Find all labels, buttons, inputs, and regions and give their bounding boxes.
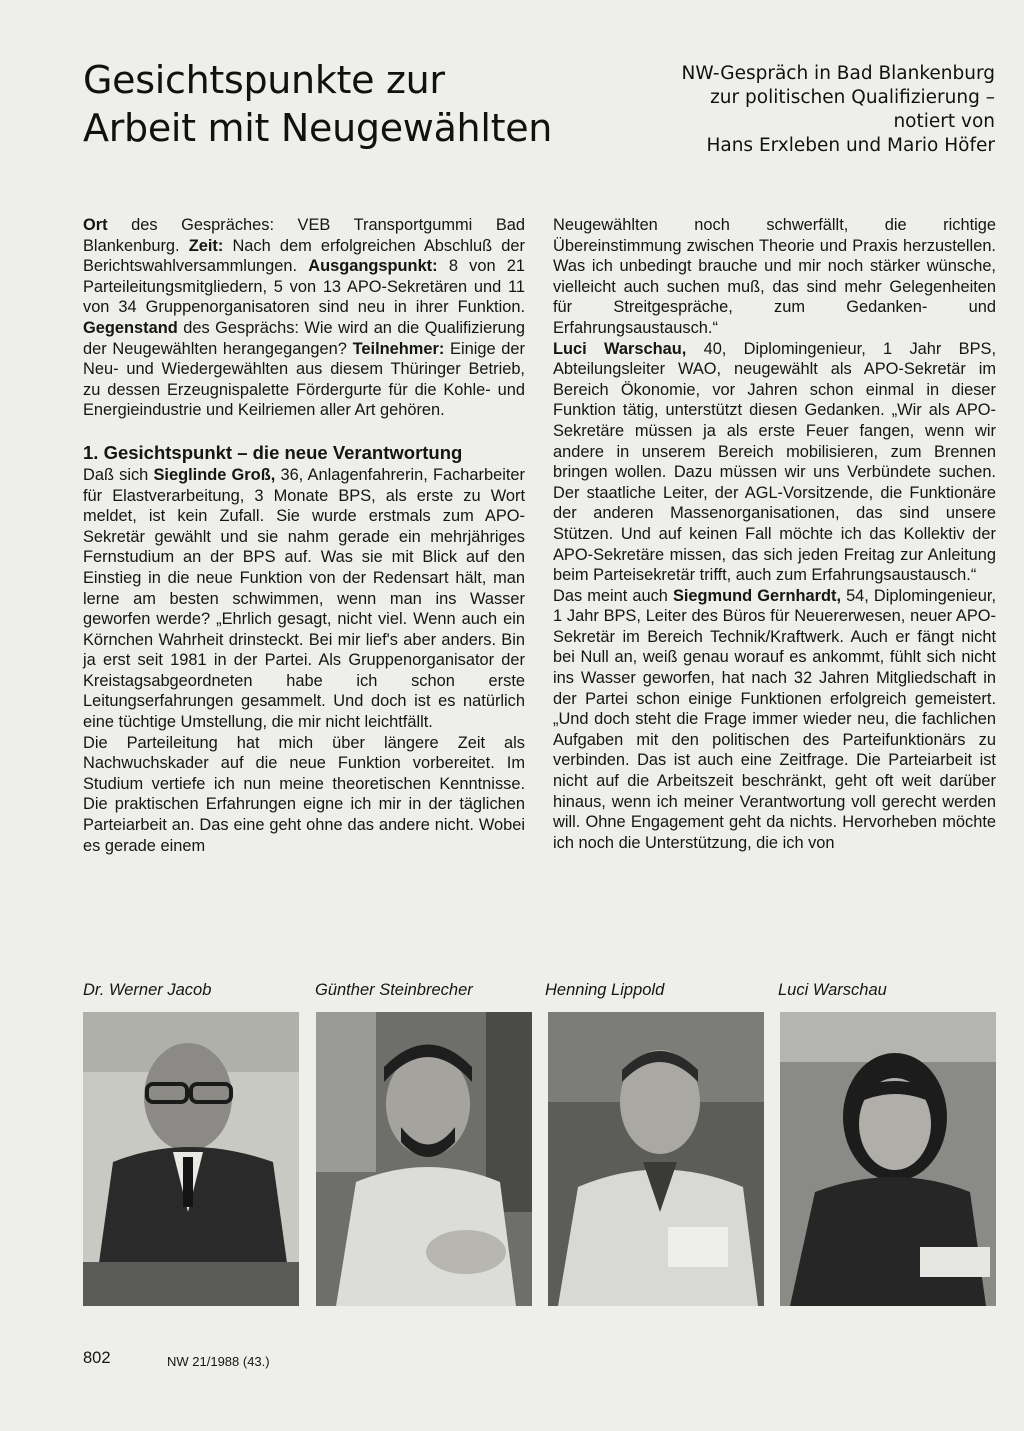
caption-3: Henning Lippold [545, 981, 665, 999]
text-zeit: Nach dem erfolgreichen Abschluß der Berichtswahlversammlungen. [83, 236, 525, 276]
speaker-name: Sieglinde Groß, [153, 465, 276, 484]
article-title [83, 56, 603, 152]
text-run: 36, Anlagenfahrerin, Facharbeiter für Elastverarbeitung, 3 Monate BPS, als erste zu Wort meldet, ist kein Zufall. Sie wurde erstmals zum APO-Sekretär gewählt und sie nahm gerade ein mehrjähriges Fernstudium an der BPS auf. Was sie mit Blick auf den Einstieg in die neue Funktion von der Redensart hält, man lerne am besten schwimmen, wenn man ins Wasser geworfen werde? „Ehrlich gesagt, nicht viel. Wenn auch ein Körnchen Wahrheit drinsteckt. Bei mir lief's aber anders. Bin ja erst seit 1981 in der Partei. Als Gruppenorganisator der Kreistagsabgeordneten habe ich schon erste Leitungserfahrungen gesammelt. Und doch ist es natürlich eine tüchtige Umstellung, die mir nicht leichtfällt. [83, 465, 525, 732]
label-ausgangspunkt: Ausgangspunkt: [308, 257, 438, 276]
text-ausgangspunkt: 8 von 21 Parteileitungsmitgliedern, 5 von 13 APO-Sekretären und 11 von 34 Gruppenorganisatoren sind neu in ihrer Funktion. [83, 257, 526, 317]
portrait-photo-4 [780, 1012, 996, 1306]
text-run: 54, Diplomingenieur, 1 Jahr BPS, Leiter des Büros für Neuererwesen, neuer APO-Sekretär im Bereich Technik/Kraftwerk. Auch er fängt nicht bei Null an, weiß genau worauf es ankommt, fühlt sich nicht ins Wasser geworfen, hat nach 32 Jahren Mitgliedschaft in der Partei schon einige Funktionen erfolgreich gemeistert. „Und doch steht die Frage immer wieder neu, die fachlichen Aufgaben mit den politischen des Parteifunktionärs zu verbinden. Das ist auch eine Zeitfrage. Die Parteiarbeit ist nicht auf die Arbeitszeit beschränkt, geht oft weit darüber hinaus, wenn ich meiner Verantwortung voll gerecht werden will. Ohne Engagement geht da nichts. Hervorheben möchte ich noch die Unterstützung, die ich von [553, 586, 996, 852]
portrait-illustration [316, 1012, 532, 1306]
label-ort: Ort [83, 216, 108, 234]
body-paragraph: Die Parteileitung hat mich über längere Zeit als Nachwuchskader auf die neue Funktion vorbereitet. Im Studium vertiefe ich nun meine theoretischen Kenntnisse. Die praktischen Erfahrungen eigne ich mir in der täglichen Parteiarbeit an. Das eine geht ohne das andere nicht. Wobei es gerade einem [83, 733, 525, 855]
subtitle-line-1: NW-Gespräch in Bad Blankenburg [681, 63, 995, 84]
text-run: Daß sich [83, 465, 154, 484]
label-teilnehmer: Teilnehmer: [352, 339, 445, 358]
right-column [553, 215, 996, 853]
subtitle-line-3: notiert von [893, 111, 995, 132]
page-number: 802 [83, 1349, 111, 1367]
caption-4: Luci Warschau [778, 981, 887, 999]
speaker-name: Siegmund Gernhardt, [672, 586, 842, 605]
portrait-photo-1 [83, 1012, 299, 1306]
speaker-name: Luci Warschau, [553, 339, 687, 358]
section-heading: 1. Gesichtspunkt – die neue Verantwortung [83, 441, 463, 463]
left-column [83, 215, 525, 856]
portrait-photo-3 [548, 1012, 764, 1306]
body-paragraph [553, 339, 996, 586]
article-subtitle [595, 62, 995, 158]
subtitle-line-2: zur politischen Qualifizierung – [710, 87, 995, 108]
portrait-illustration [548, 1012, 764, 1306]
caption-2: Günther Steinbrecher [315, 981, 473, 999]
text-run: 40, Diplomingenieur, 1 Jahr BPS, Abteilungsleiter WAO, neugewählt als APO-Sekretär im Bereich Ökonomie, vor Jahren schon einmal in dieser Funktion tätig, unterstützt diesen Gedanken. „Wir als APO-Sekretäre müssen ja als erste Feuer fangen, wenn wir andere in unserem Bereich mobilisieren, zum Brennen bringen wollen. Dazu müssen wir uns Verbündete suchen. Der staatliche Leiter, der AGL-Vorsitzende, die Funktionäre der anderen Massenorganisationen, das sind unsere Stützen. Und auf keinen Fall möchte ich das Kollektiv der APO-Sekretäre missen, das sich jeden Freitag zur Anleitung beim Parteisekretär trifft, auch zum Erfahrungsaustausch.“ [553, 339, 997, 585]
subtitle-line-4: Hans Erxleben und Mario Höfer [706, 135, 995, 156]
text-ort: des Gespräches: VEB Transportgummi Bad Blankenburg. [83, 216, 525, 255]
intro-paragraph [83, 215, 525, 421]
portrait-illustration [780, 1012, 996, 1306]
body-paragraph [83, 465, 525, 733]
title-line-2: Arbeit mit Neugewählten [83, 106, 553, 150]
text-teilnehmer: Einige der Neu- und Wiedergewählten aus diesem Thüringer Betrieb, zu dessen Erzeugnispalette Fördergurte für die Kohle- und Energieindustrie und Keilriemen aller Art gehören. [83, 339, 525, 420]
body-paragraph: Neugewählten noch schwerfällt, die richtige Übereinstimmung zwischen Theorie und Praxis herzustellen. Was ich unbedingt brauche und mir noch stärker wünsche, vielleicht auch suchen muß, das sind mehr Gelegenheiten für Streitgespräche, zum Gedanken- und Erfahrungsaustausch.“ [553, 216, 996, 337]
portrait-photo-2 [316, 1012, 532, 1306]
text-gegenstand: des Gesprächs: Wie wird an die Qualifizierung der Neugewählten herangegangen? [83, 318, 525, 358]
text-run: Das meint auch [553, 586, 673, 605]
label-zeit: Zeit: [188, 236, 224, 255]
body-paragraph [553, 586, 996, 854]
label-gegenstand: Gegenstand [83, 318, 178, 337]
title-line-1: Gesichtspunkte zur [83, 58, 445, 102]
issue-reference: NW 21/1988 (43.) [167, 1354, 270, 1369]
caption-1: Dr. Werner Jacob [83, 981, 212, 999]
photo-captions [0, 980, 1024, 1004]
portrait-illustration [83, 1012, 299, 1306]
